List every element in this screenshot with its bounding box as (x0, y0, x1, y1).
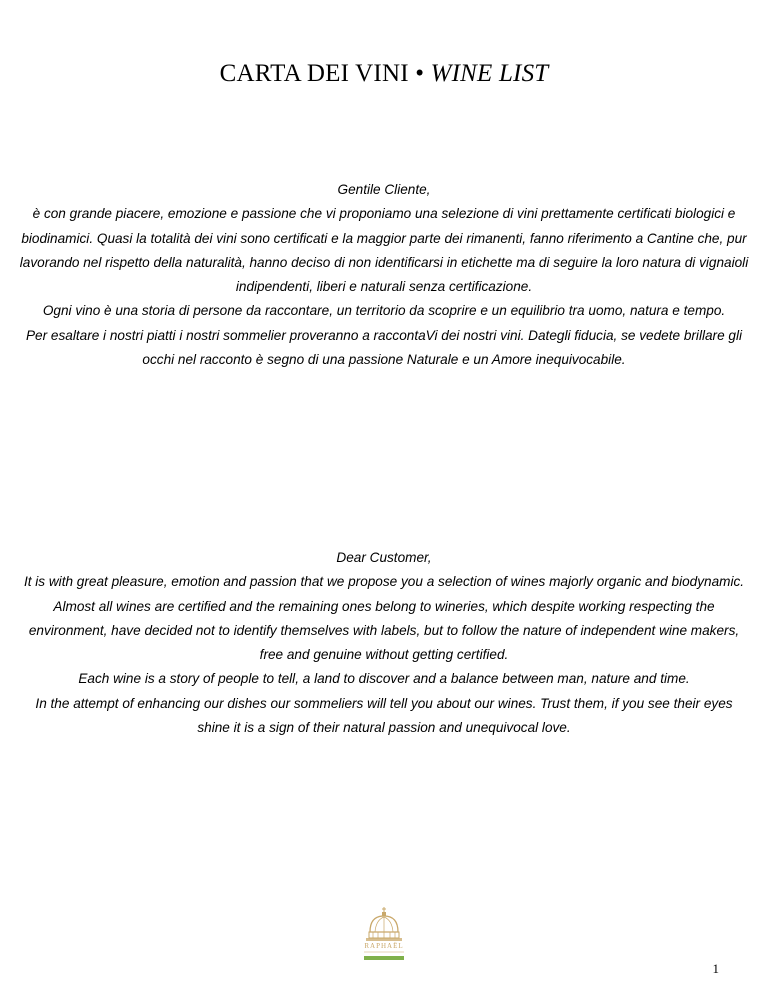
title-main: CARTA DEI VINI (219, 60, 409, 87)
letter-italian (18, 178, 750, 372)
paragraph-english-intro: It is with great pleasure, emotion and passion that we propose you a selection of wines majorly organic and biodynamic. Almost all wines are certified and the remaining ones belong to wineries, which despite working respecting the environment, have decided not to identify themselves with labels, but to follow the nature of independent wine makers, free and genuine without getting certified. (23, 574, 745, 663)
paragraph-italian-intro: è con grande piacere, emozione e passione che vi proponiamo una selezione di vini prettamente certificati biologici e biodinamici. Quasi la totalità dei vini sono certificati e la maggior parte dei rimanenti, fanno riferimento a Cantine che, pur lavorando nel rispetto della naturalità, hanno deciso di non identificarsi in etichette ma di seguire la loro natura di vignaioli indipendenti, liberi e naturali senza certificazione. (19, 206, 749, 295)
paragraph-english-story: Each wine is a story of people to tell, a land to discover and a balance between man, nature and time. (78, 671, 690, 687)
greeting-english: Dear Customer, (336, 550, 432, 565)
greeting-italian: Gentile Cliente, (337, 182, 431, 197)
title-separator: • (415, 60, 425, 87)
page-title (0, 60, 768, 88)
page-number: 1 (712, 961, 719, 976)
paragraph-english-sommelier: In the attempt of enhancing our dishes our sommeliers will tell you about our wines. Trust them, if you see their eyes shine it is a sign of their natural passion and unequivocal love. (35, 695, 733, 736)
paragraph-italian-story: Ogni vino è una storia di persone da raccontare, un territorio da scoprire e un equilibrio tra uomo, natura e tempo. (42, 303, 726, 319)
logo-name: RAPHAËL (364, 942, 404, 950)
raphael-logo (360, 906, 408, 962)
letter-english (18, 546, 750, 740)
paragraph-italian-sommelier: Per esaltare i nostri piatti i nostri sommelier proveranno a raccontaVi dei nostri vini. Dategli fiducia, se vedete brillare gli occhi nel racconto è segno di una passione Naturale e un Amore inequivocabile. (25, 327, 743, 368)
title-english: WINE LIST (430, 60, 549, 87)
dome-icon (360, 906, 408, 962)
